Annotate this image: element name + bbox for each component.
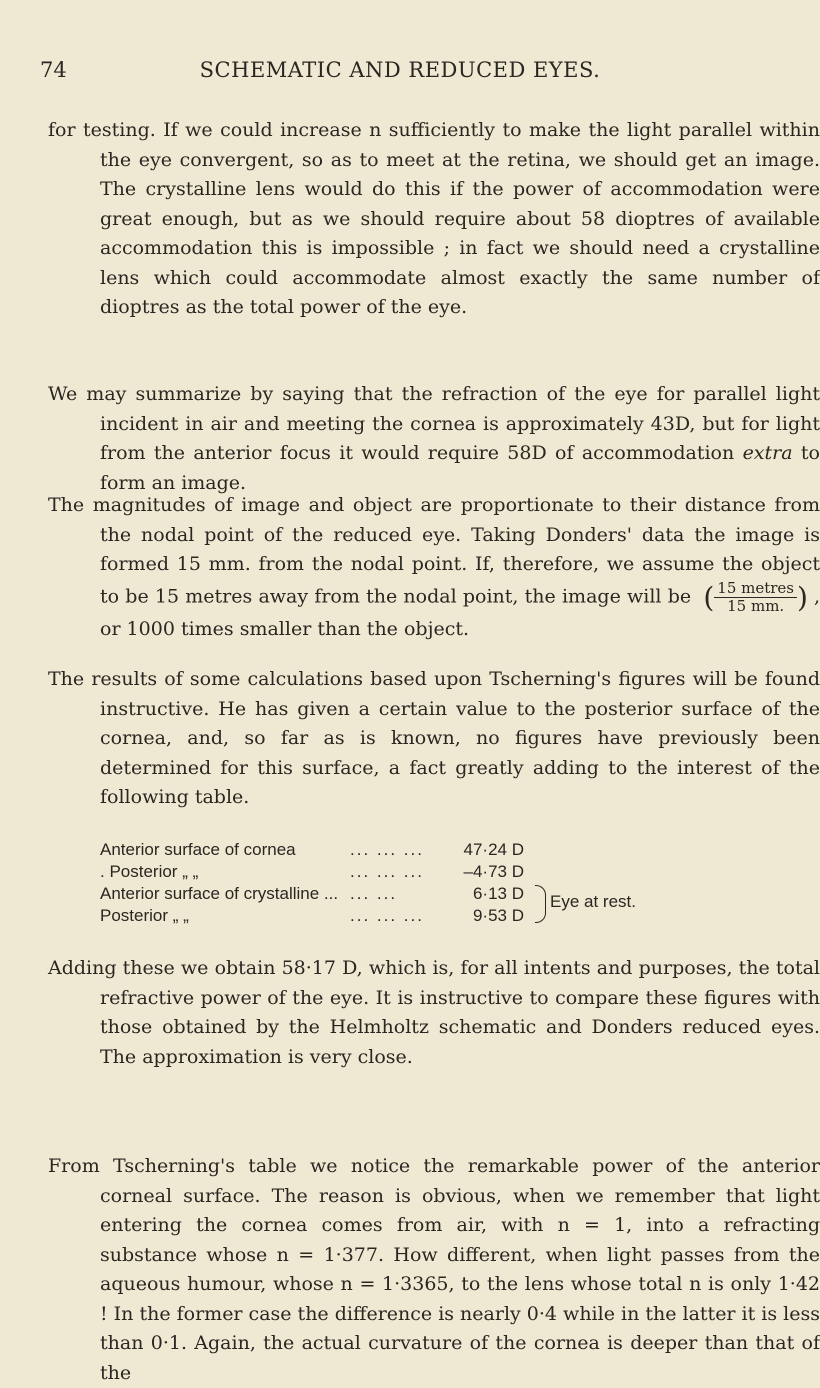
table-row-leader: ... ... [350, 884, 398, 903]
paragraph-summary [48, 380, 820, 498]
table-row-value: 9·53 D [472, 906, 524, 925]
page-header [0, 58, 800, 88]
table-row-label: Anterior surface of crystalline ... [100, 884, 339, 903]
table-row-leader: ... ... ... [350, 906, 424, 925]
paragraph-magnitudes [48, 491, 820, 644]
paragraph-magnitudes-text-2: , or 1000 times smaller than the object. [100, 585, 820, 640]
table-row-label: Posterior „ „ [100, 906, 189, 925]
paragraph-summary-text-1: We may summarize by saying that the refraction of the eye for parallel light incident in air and meeting the cornea is approximately 43D, but for light from the anterior focus it would require 58D of accommodation [48, 383, 820, 464]
paragraph-anterior-corneal: From Tscherning's table we notice the remarkable power of the anterior corneal surface. The reason is obvious, when we remember that light entering the cornea comes from air, with n = 1, into a refracting substance whose n = 1·377. How different, when light passes from the aqueous humour, whose n = 1·3365, to the lens whose total n is only 1·42 ! In the former case the difference is nearly 0·4 while in the latter it is less than 0·1. Again, the actual curvature of the cornea is deeper than that of the [48, 1155, 820, 1384]
italic-extra: extra [742, 442, 793, 464]
table-row-value: 6·13 D [472, 884, 524, 903]
paragraph-testing: for testing. If we could increase n sufficiently to make the light parallel within the eye convergent, so as to meet at the retina, we should get an image. The crystalline lens would do this if the power of accommodation were great enough, but as we should require about 58 dioptres of available accommodation this is impossible ; in fact we should need a crystalline lens which could accommodate almost exactly the same number of dioptres as the total power of the eye. [48, 119, 820, 318]
page-number: 74 [40, 58, 67, 82]
running-head: SCHEMATIC AND REDUCED EYES. [199, 58, 601, 82]
paragraph-tscherning: The results of some calculations based upon Tscherning's figures will be found instructive. He has given a certain value to the posterior surface of the cornea, and, so far as is known, no figures have previously been determined for this surface, a fact greatly adding to the interest of the following table. [48, 668, 820, 808]
table-row-leader: ... ... ... [350, 862, 424, 881]
table-row-value: 47·24 D [463, 840, 524, 859]
table-row [100, 840, 660, 862]
table-row-leader: ... ... ... [350, 840, 424, 859]
right-brace [535, 885, 546, 923]
table-row [100, 862, 660, 884]
fraction-numerator: 15 metres [714, 580, 797, 598]
paragraph-magnitudes-text-1: The magnitudes of image and object are proportionate to their distance from the nodal point of the reduced eye. Taking Donders' data the image is formed 15 mm. from the nodal point. If, therefore, we assume the object to be 15 metres away from the nodal point, the image will be [48, 494, 820, 607]
image-size-fraction: ( $\frac{\text{15 metres}}{15 mm.}$ ) [703, 578, 808, 615]
brace-note: Eye at rest. [550, 892, 636, 911]
paragraph-adding: Adding these we obtain 58·17 D, which is, for all intents and purposes, the total refractive power of the eye. It is instructive to compare these figures with those obtained by the Helmholtz schematic and Donders reduced eyes. The approximation is very close. [48, 957, 820, 1068]
fraction-denominator: 15 mm. [727, 596, 785, 615]
paragraph-summary-text-2: to form an image. [100, 442, 820, 494]
table-row-value: –4·73 D [463, 862, 524, 881]
refraction-table [100, 840, 660, 928]
table-row-label: Anterior surface of cornea [100, 840, 296, 859]
table-row-label: . Posterior „ „ [100, 862, 199, 881]
